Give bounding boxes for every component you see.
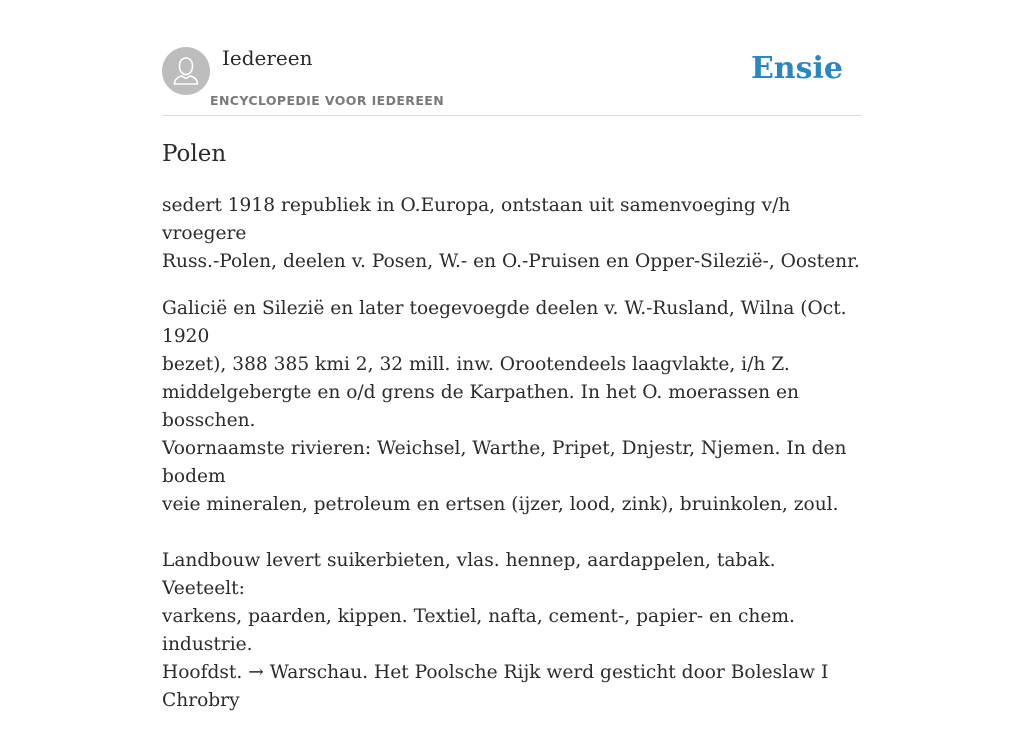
page	[162, 0, 862, 711]
author-name-link[interactable]: Iedereen	[222, 46, 313, 70]
author-avatar[interactable]	[162, 47, 210, 95]
site-tagline: ENCYCLOPEDIE VOOR IEDEREEN	[210, 93, 445, 108]
article-paragraph: sedert 1918 republiek in O.Europa, ontstaan uit samenvoeging v/h vroegere Russ.-Polen, deelen v. Posen, W.- en O.-Pruisen en Opper-Silezië-, Oostenr.	[162, 195, 860, 272]
article-title: Polen	[162, 141, 227, 167]
article-paragraph: Galicië en Silezië en later toegevoegde deelen v. W.-Rusland, Wilna (Oct. 1920 bezet), 388 385 kmi 2, 32 mill. inw. Orootendeels laagvlakte, i/h Z. middelgebergte en o/d grens de Karpathen. In het O. moerassen en bosschen. Voornaamste rivieren: Weichsel, Warthe, Pripet, Dnjestr, Njemen. In den bodem veie mineralen, petroleum en ertsen (ijzer, lood, zink), bruinkolen, zoul.	[162, 298, 847, 515]
user-silhouette-icon	[162, 47, 210, 95]
ensie-logo-link[interactable]: Ensie	[750, 51, 843, 86]
site-header	[162, 0, 862, 116]
article-body	[162, 192, 862, 734]
article-paragraph: Landbouw levert suikerbieten, vlas. hennep, aardappelen, tabak. Veeteelt: varkens, paarden, kippen. Textiel, nafta, cement-, papier- en chem. industrie. Hoofdst. → Warschau. Het Poolsche Rijk werd gesticht door Boleslaw I Chrobry	[162, 550, 829, 711]
